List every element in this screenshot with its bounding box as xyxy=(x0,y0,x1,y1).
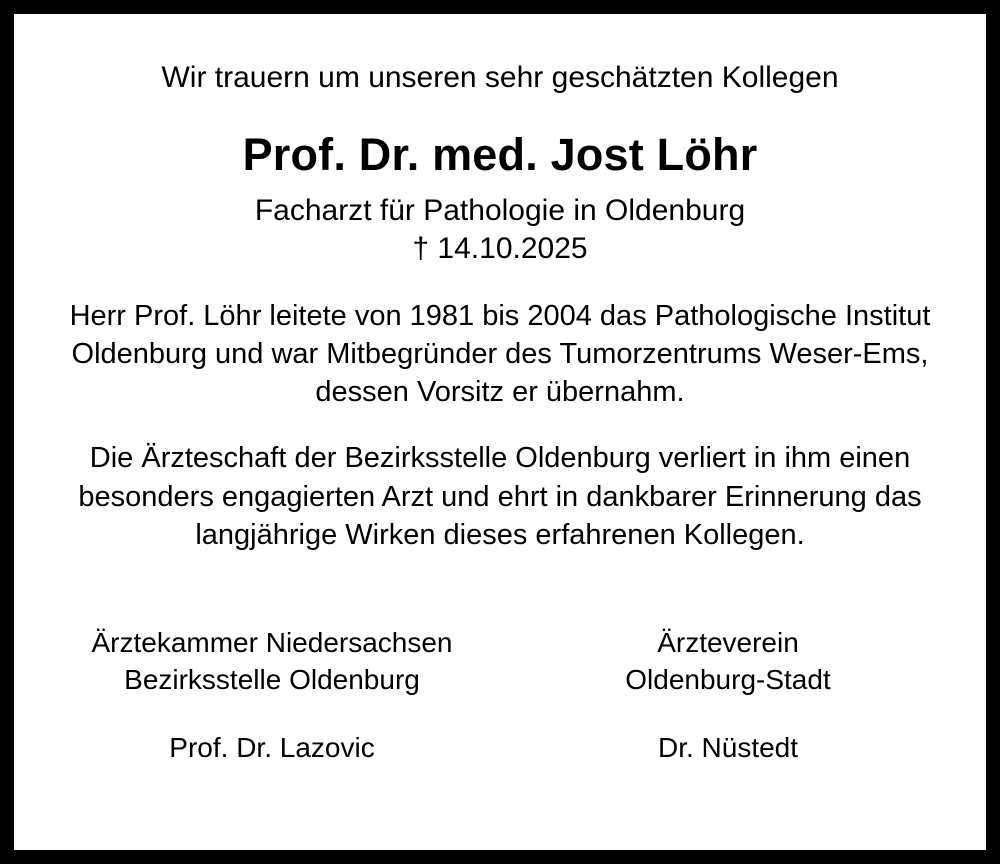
signatory-organization-line-1: Ärztekammer Niedersachsen xyxy=(91,627,453,659)
mourning-intro-line: Wir trauern um unseren sehr geschätzten Kollegen xyxy=(161,61,839,94)
signatories xyxy=(44,624,956,766)
signatory-person-name: Dr. Nüstedt xyxy=(657,731,799,763)
deceased-profession: Facharzt für Pathologie in Oldenburg xyxy=(254,193,746,227)
signatory-organization-line-1: Ärzteverein xyxy=(657,627,799,659)
signatory-organization-line-2: Bezirksstelle Oldenburg xyxy=(124,664,420,696)
signatory-block-aerzteverein xyxy=(500,624,956,766)
tribute-paragraph-career: Herr Prof. Löhr leitete von 1981 bis 2004 das Pathologische Institut Oldenburg und war Mitbegründer des Tumorzentrums Weser-Ems, dessen Vorsitz er übernahm. xyxy=(69,299,931,409)
signatory-block-aerztekammer xyxy=(44,624,500,766)
tribute-paragraph-remembrance: Die Ärzteschaft der Bezirksstelle Oldenburg verliert in ihm einen besonders engagierten Arzt und ehrt in dankbarer Erinnerung das langjährige Wirken dieses erfahrenen Kollegen. xyxy=(78,442,922,551)
deceased-name: Prof. Dr. med. Jost Löhr xyxy=(242,129,758,180)
death-date: † 14.10.2025 xyxy=(412,232,588,265)
signatory-organization-line-2: Oldenburg-Stadt xyxy=(625,664,831,696)
signatory-person-name: Prof. Dr. Lazovic xyxy=(169,731,375,763)
